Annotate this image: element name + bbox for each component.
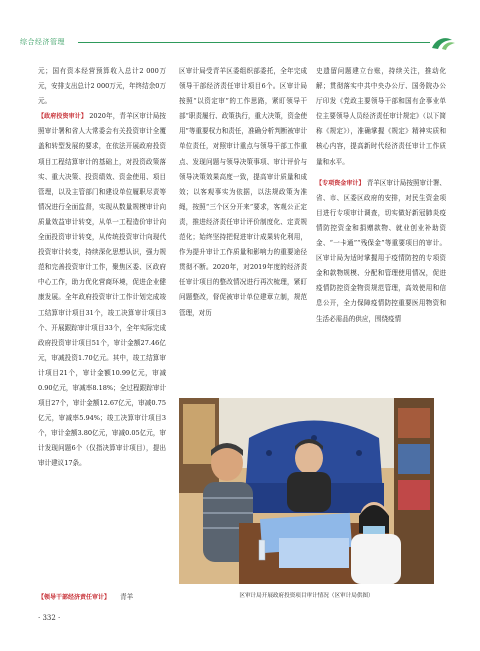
section-title: 综合经济管理 (20, 38, 65, 46)
header-rule (78, 42, 430, 43)
column-3 (316, 64, 446, 327)
paragraph-special-fund-text: 青羊区审计局按照审计署、省、市、区委区政府的安排，对民生资金项目进行专项审计调查，切实做好新冠肺炎疫情防控资金和捐赠款物、就业创业补助资金、“一卡通”“残保金”等重要项目的审计。区审计局为适时掌握用于疫情防控的专项资金和款物规模、分配和管理使用情况，促进疫情防控资金物资规范管理，高效使用和信息公开，全力保障疫情防控重要医用物资和生活必需品的供应，围绕疫情 (316, 178, 446, 323)
paragraph-special-fund (316, 176, 446, 327)
audit-meeting-photo (179, 398, 434, 584)
column-2 (179, 64, 307, 321)
paragraph-rectification: 史遗留问题建立台账，持续关注，推动化解；贯彻落实中共中央办公厅、国务院办公厅印发《党政主要领导干部和国有企事业单位主要领导人员经济责任审计规定》（以下简称《规定》），准确掌握《规定》精神实质和核心内容，提高新时代经济责任审计工作质量和水平。 (316, 67, 446, 166)
section-tag-special-fund: 【专项资金审计】 (316, 179, 365, 187)
paragraph-investment-audit (38, 109, 166, 471)
section-tag-investment-audit: 【政府投资审计】 (38, 113, 88, 121)
paragraph-leader-audit: 区审计局受青羊区委组织部委托，全年完成领导干部经济责任审计项目6个。区审计局按照“以资定审”的工作思路，紧盯领导干部“职责履行、政策执行，重大决策，资金使用”等重要权力和责任，准确分析判断被审计单位责任，对照审计重点与领导干部工作重点、发现问题与领导决策事项、审计评价与领导决策效果高度一致，提高审计质量和成效；以客观事实为依据，以法规政策为准绳，按照“三个区分开来”要求，客观公正定责，推进经济责任审计评价制度化、定责规范化；始终坚持把促进审计成果转化利用，作为提升审计工作质量和影响力的重要途径贯彻不断。2020年，对2019年度的经济责任审计项目的整改情况进行再次梳理，紧盯问题整改，督促被审计单位建章立制，规范管理，对历 (179, 67, 307, 317)
column-1 (38, 64, 166, 472)
section-tag-leader-audit: 【领导干部经济责任审计】 (38, 594, 111, 601)
paragraph-leader-audit-start: 青羊 (120, 593, 134, 601)
audit-meeting-illustration (179, 398, 434, 584)
paragraph-investment-audit-text: 2020年，青羊区审计局按照审计署和省人大常委会有关投资审计全覆盖和转型发展的要求，在依法开展政府投资项目工程结算审计的基础上，对投资政策落实、重大决策、投资绩效、资金使用、项目管理，以及主管部门和建设单位履职尽责等情况进行全面监督，实现从数量规模审计向质量效益审计转变，从单一工程造价审计向全面投资审计转变，从传统投资审计向现代投资审计转变，持续深化思想认识，强力规范和完善投资审计工作，聚焦区委、区政府中心工作，助力优化营商环境，促进企业健康发展。全年政府投资审计工作计划完成竣工结算审计项目31个，竣工决算审计项目3个、开展跟踪审计项目33个，全年实际完成政府投资审计项目51个，审计金额27.46亿元，审减投资1.70亿元。其中，竣工结算审计项目21个，审计金额10.99亿元，审减0.90亿元，审减率8.18%；全过程跟踪审计项目27个，审计金额12.67亿元，审减0.75亿元，审减率5.94%；竣工决算审计项目3个，审计金额3.80亿元，审减0.05亿元，审计发现问题6个（仅指决算审计项目），提出审计建议17条。 (38, 112, 166, 468)
photo-caption: 区审计局开展政府投资项目审计情况（区审计局供图） (239, 593, 374, 599)
leaf-logo-icon (430, 34, 456, 52)
column-1-footer-line (38, 591, 166, 601)
page-number: · 332 · (38, 614, 61, 622)
paragraph-budget-tail: 元；国有资本经营预算收入总计2 000万元，安排支出总计2 000万元，年终结余0万元。 (38, 67, 166, 106)
running-header (20, 34, 440, 52)
